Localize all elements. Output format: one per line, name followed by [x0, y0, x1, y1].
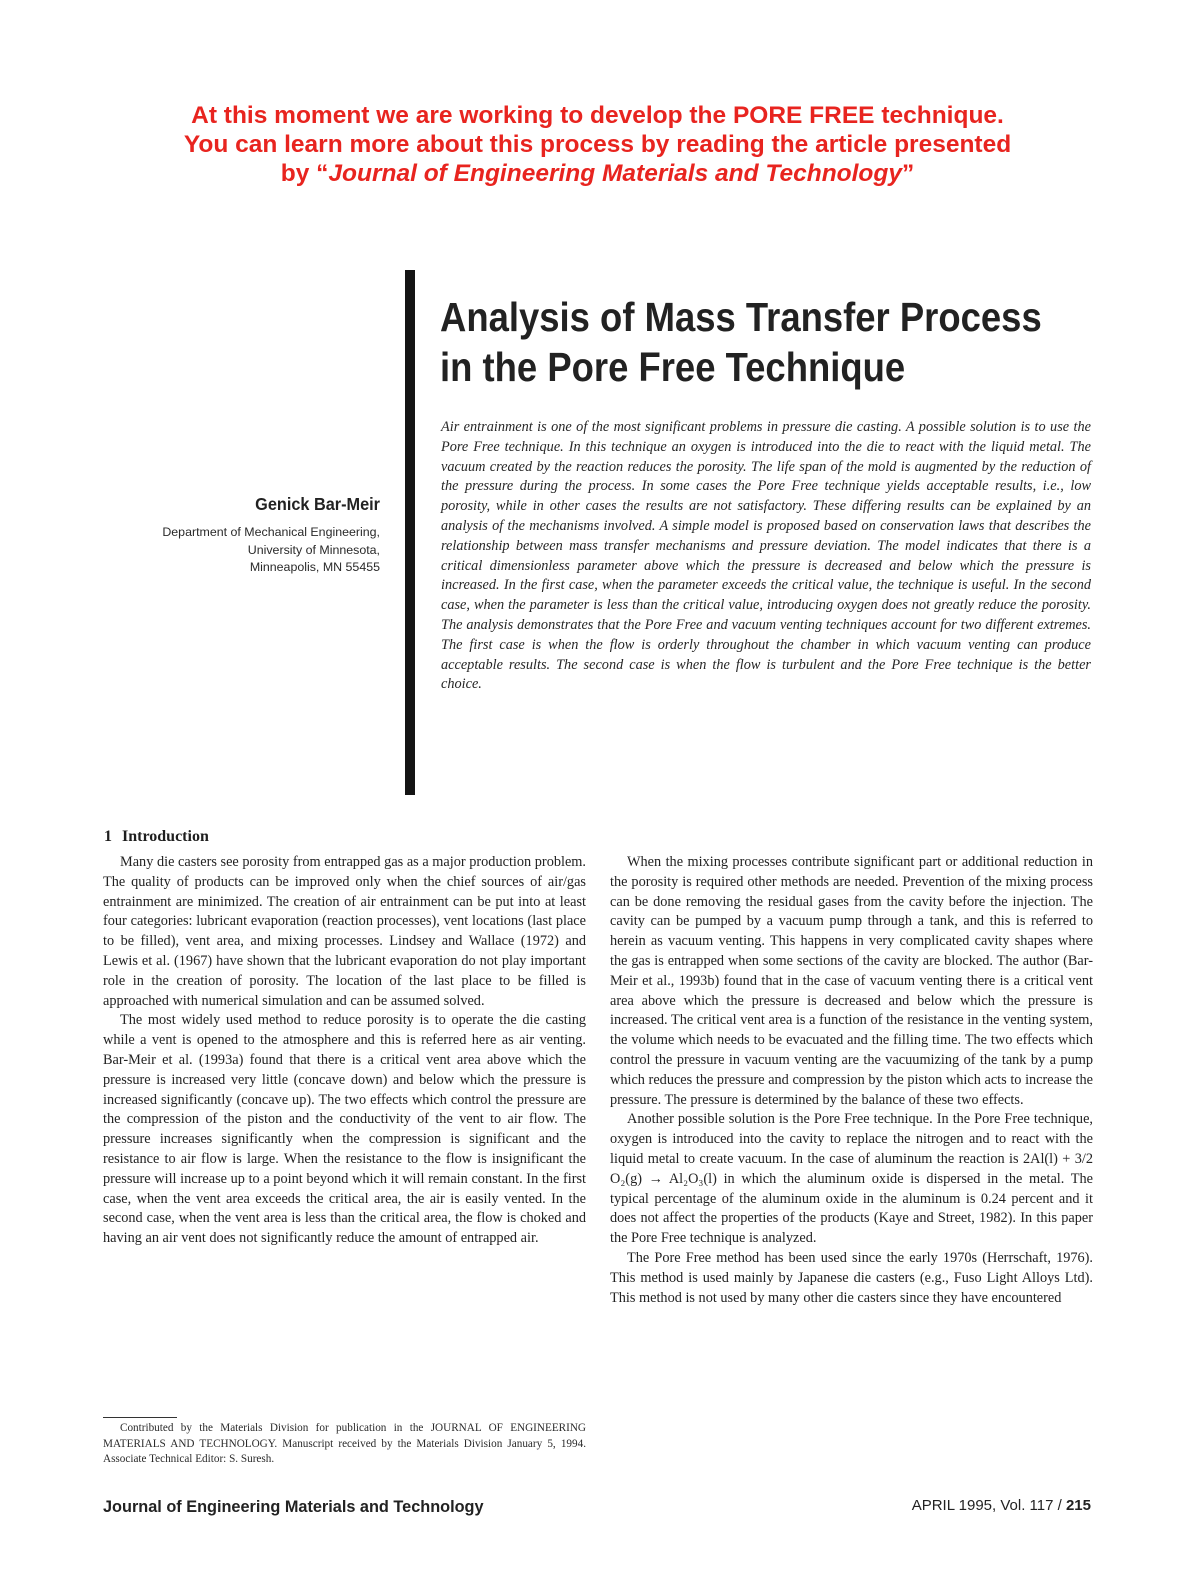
section-heading — [104, 828, 209, 846]
footnote-rule — [103, 1417, 177, 1418]
article-title-line-2: in the Pore Free Technique — [440, 344, 906, 390]
affiliation-line-2: University of Minnesota, — [247, 542, 380, 557]
banner-line-2: You can learn more about this process by reading the article presented — [183, 131, 1012, 158]
page-number: 215 — [1065, 1497, 1091, 1514]
footer-issue-info — [912, 1497, 1091, 1514]
body-column-right — [610, 853, 1093, 1308]
affiliation-line-1: Department of Mechanical Engineering, — [162, 525, 380, 539]
abstract: Air entrainment is one of the most significant problems in pressure die casting. A possible solution is to use the Pore Free technique. In this technique an oxygen is introduced into the die to react with the liquid metal. The vacuum created by the reaction reduces the porosity. The life span of the mold is augmented by the reduction of the pressure during the process. In some cases the Pore Free technique yields acceptable results, i.e., low porosity, while in other cases the results are not satisfactory. These differing results can be explained by an analysis of the mechanisms involved. A simple model is proposed based on conservation laws that describes the relationship between mass transfer mechanisms and pressure deviation. The model indicates that there is a critical dimensionless parameter above which the pressure is decreased and below which the pressure is increased. In the first case, when the parameter exceeds the critical value, the technique is useful. In the second case, when the parameter is less than the critical value, introducing oxygen does not greatly reduce the porosity. The analysis demonstrates that the Pore Free and vacuum venting techniques account for two different extremes. The first case is when the flow is orderly throughout the chamber in which vacuum venting can produce acceptable results. The second case is when the flow is turbulent and the Pore Free technique is the better choice. — [441, 419, 1091, 693]
paragraph: Another possible solution is the Pore Free technique. In the Pore Free technique, oxygen is introduced into the cavity to replace the nitrogen and to react with the liquid metal to create vacuum. In the case of aluminum the reaction is 2Al(l) + 3/2 O₂(g) → Al₂O₃(l) in which the aluminum oxide is dispersed in the metal. The typical percentage of the aluminum oxide in the aluminum is 0.24 percent and it does not affect the properties of the products (Kaye and Street, 1982). In this paper the Pore Free technique is analyzed. — [610, 1111, 1093, 1247]
author-affiliation — [0, 524, 380, 577]
footnote: Contributed by the Materials Division for publication in the JOURNAL OF ENGINEERING MATERIALS AND TECHNOLOGY. Manuscript received by the Materials Division January 5, 1994. Associate Technical Editor: S. Suresh. — [103, 1422, 586, 1466]
title-side-bar — [405, 270, 415, 795]
banner-journal-name: Journal of Engineering Materials and Technology — [328, 160, 902, 187]
footer-journal-name: Journal of Engineering Materials and Technology — [103, 1498, 484, 1516]
paragraph: The Pore Free method has been used since the early 1970s (Herrschaft, 1976). This method is used mainly by Japanese die casters (e.g., Fuso Light Alloys Ltd). This method is not used by many other die casters since they have encountered — [610, 1249, 1093, 1306]
author-name: Genick Bar-Meir — [255, 494, 380, 514]
body-column-left — [103, 853, 586, 1249]
article-title-line-1: Analysis of Mass Transfer Process — [440, 294, 1042, 340]
paragraph: When the mixing processes contribute significant part or additional reduction in the porosity is required other methods are needed. Prevention of the mixing process can be done removing the residual gases from the cavity before the injection. The cavity can be pumped by a vacuum pump through a tank, and this is referred to herein as vacuum venting. This happens in very complicated cavity shapes where the gas is entrapped when some sections of the cavity are blocked. The author (Bar-Meir et al., 1993b) found that in the case of vacuum venting there is a critical vent area above which the pressure is decreased and below which the pressure is increased. The critical vent area is a function of the resistance in the venting system, the volume which needs to be evacuated and the filling time. The two effects which control the pressure in vacuum venting are the vacuumizing of the tank by a pump which reduces the pressure and compression by the piston which acts to increase the pressure. The pressure is determined by the balance of these two effects. — [610, 854, 1093, 1108]
banner-line-1: At this moment we are working to develop the PORE FREE technique. — [191, 102, 1004, 129]
affiliation-line-3: Minneapolis, MN 55455 — [249, 560, 380, 574]
announcement-banner — [0, 101, 1195, 188]
article-title — [440, 292, 1070, 392]
paragraph: The most widely used method to reduce porosity is to operate the die casting while a vent is opened to the atmosphere and this is referred here as air venting. Bar-Meir et al. (1993a) found that there is a critical vent area above which the pressure is increased very little (concave down) and below which the pressure is increased significantly (concave up). The two effects which control the pressure are the compression of the piston and the conductivity of the vent to air flow. The pressure increases significantly when the compression is significant and the resistance to air flow is large. When the resistance to the flow is insignificant the pressure will increase up to a point beyond which it will remain constant. In the first case, when the vent area exceeds the critical area, the air is easily vented. In the second case, when the vent area is less than the critical area, the flow is choked and having an air vent does not significantly reduce the amount of entrapped air. — [103, 1012, 586, 1247]
section-number: 1 — [104, 828, 112, 845]
banner-line-3-prefix: by “ — [280, 160, 329, 187]
banner-line-3-suffix: ” — [901, 160, 915, 187]
paragraph: Many die casters see porosity from entrapped gas as a major production problem. The quality of products can be improved only when the chief sources of air/gas entrainment are minimized. The creation of air entrainment can be put into at least four categories: lubricant evaporation (reaction processes), vent locations (last place to be filled), vent area, and mixing processes. Lindsey and Wallace (1972) and Lewis et al. (1967) have shown that the lubricant evaporation do not play important role in the creation of porosity. The location of the last place to be filled is approached with numerical simulation and can be assumed solved. — [103, 854, 586, 1009]
banner-line-3 — [0, 159, 1195, 188]
section-title: Introduction — [122, 828, 209, 845]
footer-issue: APRIL 1995, Vol. 117 / — [911, 1497, 1066, 1514]
